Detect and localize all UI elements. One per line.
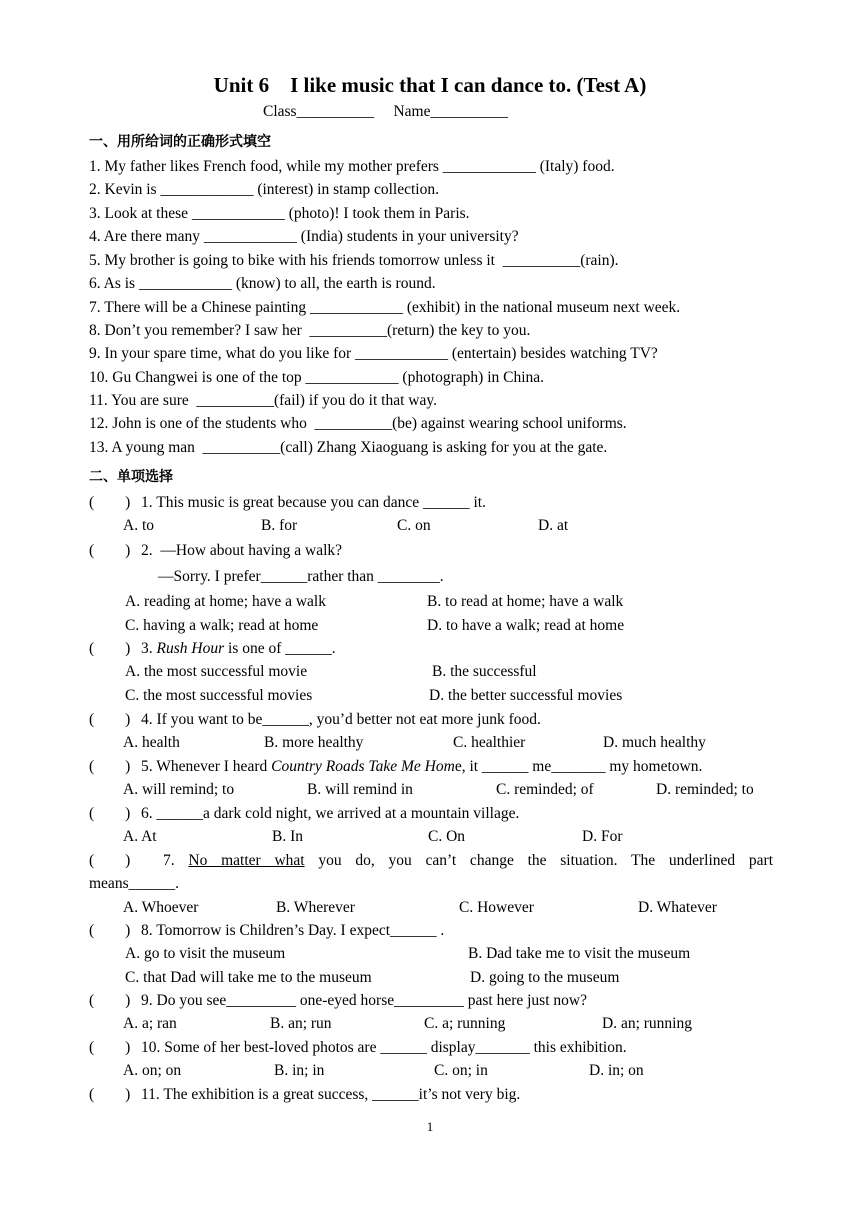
q8-option-b: B. Dad take me to visit the museum — [468, 945, 691, 962]
q9-option-a: A. a; ran — [123, 1015, 177, 1032]
question-2-line2: —Sorry. I prefer______rather than ________. — [158, 568, 444, 585]
q6-option-d: D. For — [582, 828, 623, 845]
answer-blank-6[interactable]: ( ) — [89, 805, 131, 822]
answer-blank-10[interactable]: ( ) — [89, 1039, 131, 1056]
q7-option-b: B. Wherever — [276, 899, 355, 916]
q10-option-b: B. in; in — [274, 1062, 325, 1079]
q5-option-d: D. reminded; to — [656, 781, 754, 798]
answer-blank-7[interactable]: ( ) — [89, 852, 131, 869]
song-title: Country Roads Take Me Hom — [271, 758, 455, 775]
question-1: 1. This music is great because you can dance ______ it. — [141, 494, 486, 511]
q8-option-d: D. going to the museum — [470, 969, 620, 986]
answer-blank-5[interactable]: ( ) — [89, 758, 131, 775]
q4-option-d: D. much healthy — [603, 734, 706, 751]
fill-item-8: 8. Don’t you remember? I saw her __________(return) the key to you. — [89, 322, 531, 339]
underlined-phrase: No matter what — [188, 852, 305, 869]
fill-item-10: 10. Gu Changwei is one of the top ____________ (photograph) in China. — [89, 369, 545, 386]
q7-option-c: C. However — [459, 899, 534, 916]
fill-item-6: 6. As is ____________ (know) to all, the earth is round. — [89, 275, 436, 292]
answer-blank-4[interactable]: ( ) — [89, 711, 131, 728]
page-title: Unit 6 I like music that I can dance to. (Test A) — [213, 73, 647, 97]
question-6: 6. ______a dark cold night, we arrived at a mountain village. — [141, 805, 520, 822]
question-9: 9. Do you see_________ one-eyed horse_________ past here just now? — [141, 992, 587, 1009]
question-8: 8. Tomorrow is Children’s Day. I expect______ . — [141, 922, 445, 939]
class-name-line: Class__________ Name__________ — [263, 103, 508, 120]
fill-item-13: 13. A young man __________(call) Zhang Xiaoguang is asking for you at the gate. — [89, 439, 608, 456]
q6-option-b: B. In — [272, 828, 303, 845]
q6-option-c: C. On — [428, 828, 466, 845]
q3-option-a: A. the most successful movie — [125, 663, 308, 680]
q2-option-a: A. reading at home; have a walk — [125, 593, 326, 610]
fill-item-12: 12. John is one of the students who __________(be) against wearing school uniforms. — [89, 415, 627, 432]
fill-item-11: 11. You are sure __________(fail) if you do it that way. — [89, 392, 437, 409]
answer-blank-2[interactable]: ( ) — [89, 542, 131, 559]
section1-heading: 一、用所给词的正确形式填空 — [89, 134, 271, 150]
answer-blank-3[interactable]: ( ) — [89, 640, 131, 657]
q1-option-b: B. for — [261, 517, 298, 534]
answer-blank-9[interactable]: ( ) — [89, 992, 131, 1009]
q7-option-a: A. Whoever — [123, 899, 199, 916]
movie-title: Rush Hour — [156, 640, 225, 657]
q8-option-c: C. that Dad will take me to the museum — [125, 969, 372, 986]
question-2: 2. —How about having a walk? — [141, 542, 343, 559]
fill-item-1: 1. My father likes French food, while my mother prefers ____________ (Italy) food. — [89, 158, 615, 175]
question-3: 3. Rush Hour is one of ______. — [141, 640, 336, 657]
q9-option-c: C. a; running — [424, 1015, 506, 1032]
question-10: 10. Some of her best-loved photos are ______ display_______ this exhibition. — [141, 1039, 627, 1056]
q2-option-d: D. to have a walk; read at home — [427, 617, 625, 634]
fill-item-2: 2. Kevin is ____________ (interest) in stamp collection. — [89, 181, 439, 198]
fill-item-5: 5. My brother is going to bike with his friends tomorrow unless it __________(rain). — [89, 252, 619, 269]
page-number: 1 — [426, 1119, 434, 1134]
q1-option-a: A. to — [123, 517, 154, 534]
q3-option-d: D. the better successful movies — [429, 687, 623, 704]
q5-option-c: C. reminded; of — [496, 781, 594, 798]
fill-item-3: 3. Look at these ____________ (photo)! I took them in Paris. — [89, 205, 470, 222]
q6-option-a: A. At — [123, 828, 157, 845]
q4-option-c: C. healthier — [453, 734, 526, 751]
answer-blank-1[interactable]: ( ) — [89, 494, 131, 511]
q5-option-a: A. will remind; to — [123, 781, 235, 798]
q9-option-d: D. an; running — [602, 1015, 692, 1032]
q2-option-b: B. to read at home; have a walk — [427, 593, 624, 610]
q10-option-c: C. on; in — [434, 1062, 488, 1079]
q4-option-a: A. health — [123, 734, 180, 751]
question-4: 4. If you want to be______, you’d better not eat more junk food. — [141, 711, 541, 728]
q9-option-b: B. an; run — [270, 1015, 332, 1032]
section2-heading: 二、单项选择 — [89, 469, 173, 485]
q2-option-c: C. having a walk; read at home — [125, 617, 319, 634]
q4-option-b: B. more healthy — [264, 734, 364, 751]
q3-option-c: C. the most successful movies — [125, 687, 313, 704]
q1-option-d: D. at — [538, 517, 569, 534]
question-7-line2: means______. — [89, 875, 179, 892]
q10-option-d: D. in; on — [589, 1062, 644, 1079]
fill-item-9: 9. In your spare time, what do you like for ____________ (entertain) besides watching TV? — [89, 345, 658, 362]
question-5: 5. Whenever I heard Country Roads Take Me Home, it ______ me_______ my hometown. — [141, 758, 703, 775]
answer-blank-11[interactable]: ( ) — [89, 1086, 131, 1103]
fill-item-7: 7. There will be a Chinese painting ____________ (exhibit) in the national museum next week. — [89, 299, 681, 316]
question-11: 11. The exhibition is a great success, ______it’s not very big. — [141, 1086, 521, 1103]
question-7: 7. No matter what you do, you can’t change the situation. The underlined part — [163, 852, 774, 869]
q7-option-d: D. Whatever — [638, 899, 717, 916]
answer-blank-8[interactable]: ( ) — [89, 922, 131, 939]
q3-option-b: B. the successful — [432, 663, 537, 680]
fill-item-4: 4. Are there many ____________ (India) students in your university? — [89, 228, 519, 245]
q10-option-a: A. on; on — [123, 1062, 182, 1079]
q8-option-a: A. go to visit the museum — [125, 945, 286, 962]
q1-option-c: C. on — [397, 517, 431, 534]
q5-option-b: B. will remind in — [307, 781, 413, 798]
